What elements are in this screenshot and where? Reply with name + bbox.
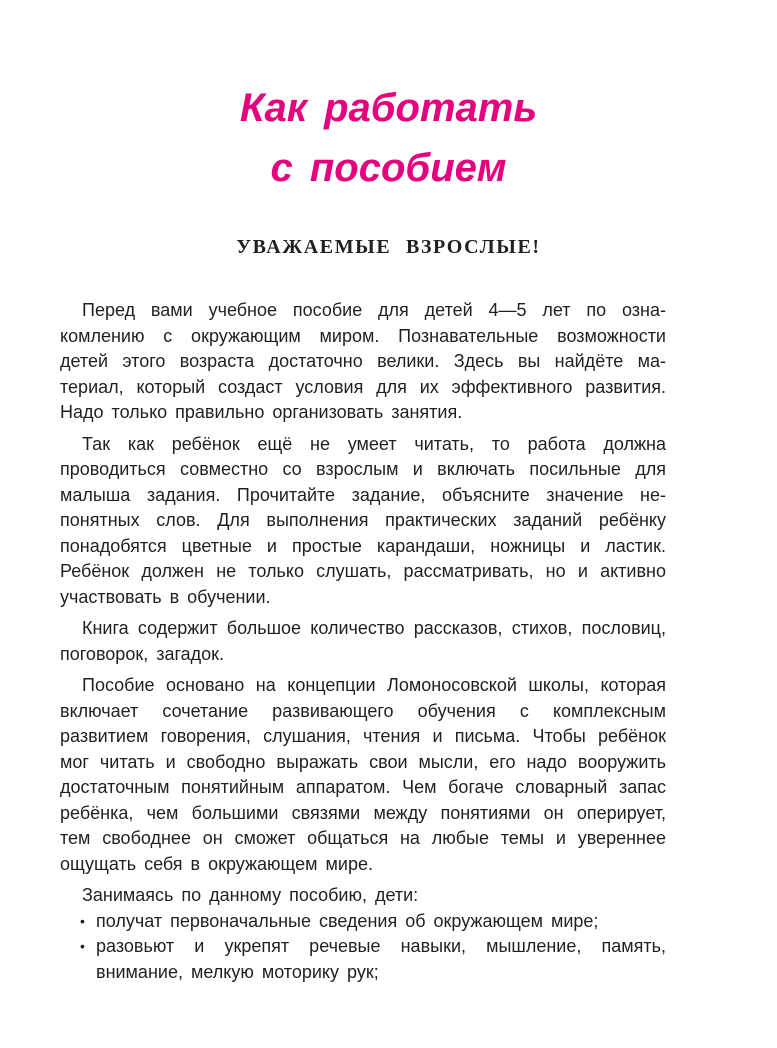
paragraph-1: Перед вами учебное пособие для детей 4—5 лет по ознакомлению с окружающим миром. Познавательные возможности детей этого возраста достаточно велики. Здесь вы найдёте материал, который создаст условия для их эффективного развития. Надо только правильно организовать занятия. — [60, 300, 666, 422]
list-intro: Занимаясь по данному пособию, дети: — [82, 885, 419, 905]
paragraph-4: Пособие основано на концепции Ломоносовской школы, которая включает сочетание развивающего обучения с комплексным развитием говорения, слушания, чтения и письма. Чтобы ребёнок мог читать и свободно выражать свои мысли, его надо вооружить достаточным понятийным аппаратом. Чем богаче словарный запас ребёнка, чем большими связями между понятиями он оперирует, тем свободнее он сможет общаться на любые темы и увереннее ощущать себя в окружающем мире. — [60, 675, 666, 874]
page-title-line-1: Как работать — [239, 86, 538, 130]
list-item-text: получат первоначальные сведения об окружающем мире; — [96, 910, 599, 931]
list-item — [60, 909, 666, 935]
page-title-line-2: с пособием — [270, 146, 507, 190]
list-item — [60, 934, 666, 985]
body-text — [60, 298, 666, 985]
paragraph-2: Так как ребёнок ещё не умеет читать, то работа должна проводиться совместно со взрослым и включать посильные для малыша задания. Прочитайте задание, объясните значение непонятных слов. Для выполнения практических заданий ребёнку понадобятся цветные и простые карандаши, ножницы и ластик. Ребёнок должен не только слушать, рассматривать, но и активно участвовать в обучении. — [60, 433, 666, 607]
list-item-text: разовьют и укрепят речевые навыки, мышление, память, внимание, мелкую моторику рук; — [96, 936, 666, 982]
section-heading: УВАЖАЕМЫЕ ВЗРОСЛЫЕ! — [236, 236, 541, 258]
bullet-icon: • — [80, 938, 85, 954]
bullet-icon: • — [80, 912, 85, 929]
paragraph-3: Книга содержит большое количество рассказов, стихов, пословиц, поговорок, загадок. — [60, 618, 666, 664]
bullet-list — [60, 909, 666, 986]
